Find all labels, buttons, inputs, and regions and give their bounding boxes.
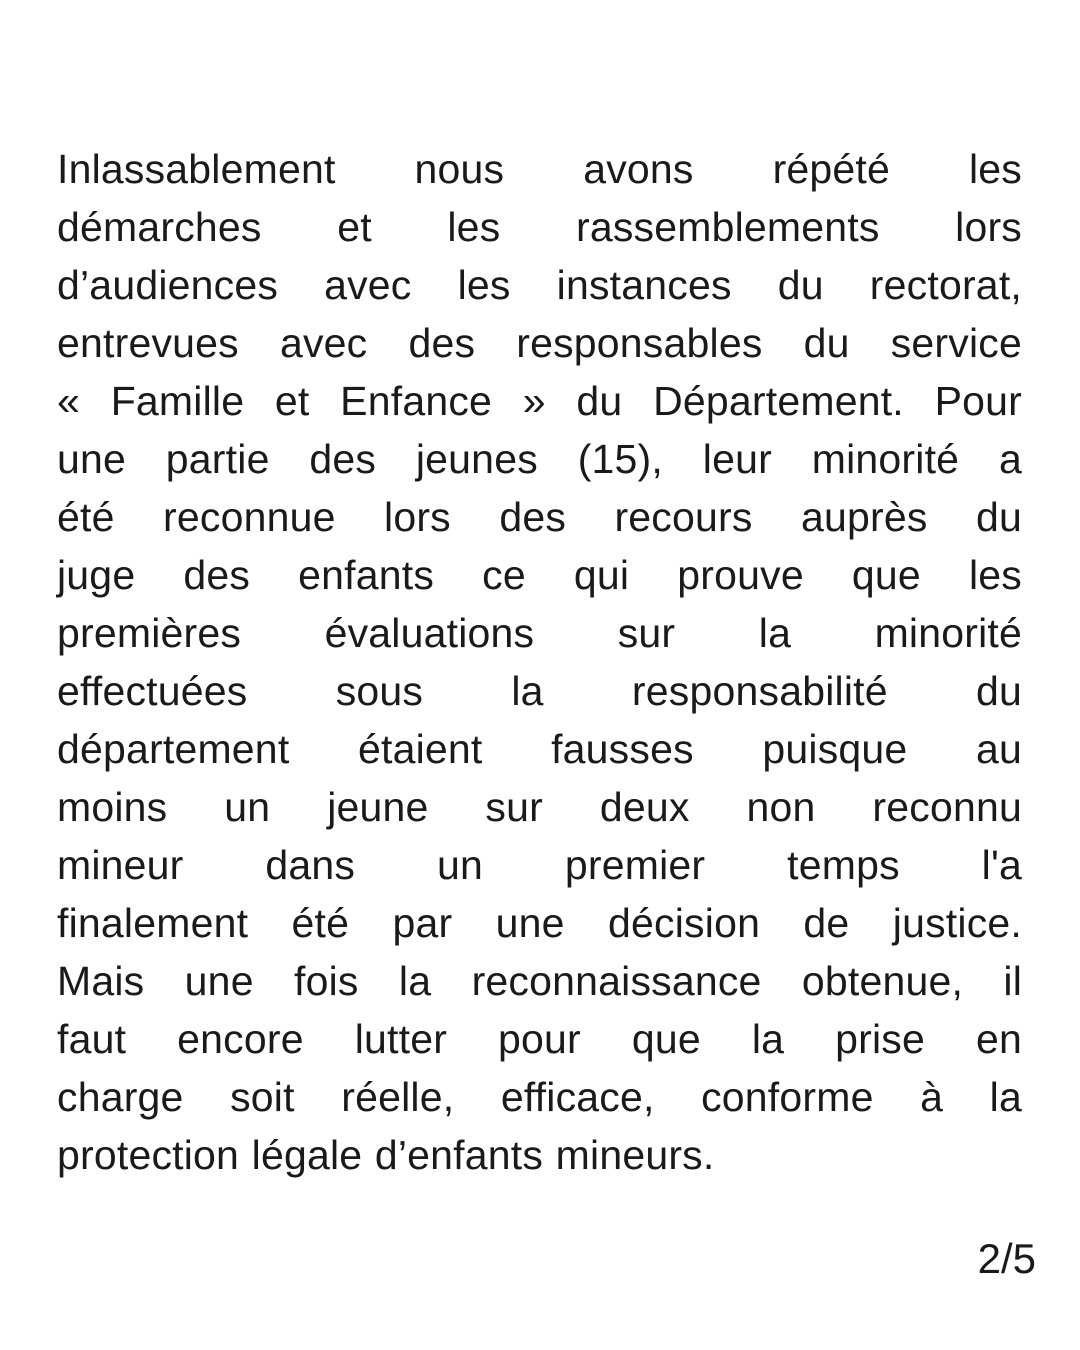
paragraph-line: protection légale d’enfants mineurs. <box>57 1132 715 1178</box>
paragraph-line: une partie des jeunes (15), leur minorité a <box>57 436 1022 482</box>
paragraph-line: département étaient fausses puisque au <box>57 726 1022 772</box>
paragraph-line: premières évaluations sur la minorité <box>57 610 1022 656</box>
paragraph-line: démarches et les rassemblements lors <box>57 204 1022 250</box>
body-paragraph <box>57 140 1022 1184</box>
paragraph-line: moins un jeune sur deux non reconnu <box>57 784 1022 830</box>
paragraph-line: juge des enfants ce qui prouve que les <box>57 552 1022 598</box>
paragraph-line: « Famille et Enfance » du Département. Pour <box>57 378 1022 424</box>
paragraph-line: faut encore lutter pour que la prise en <box>57 1016 1022 1062</box>
paragraph-line: mineur dans un premier temps l'a <box>57 842 1022 888</box>
paragraph-line: effectuées sous la responsabilité du <box>57 668 1022 714</box>
paragraph-line: entrevues avec des responsables du service <box>57 320 1022 366</box>
paragraph-line: Mais une fois la reconnaissance obtenue, il <box>57 958 1022 1004</box>
paragraph-line: été reconnue lors des recours auprès du <box>57 494 1022 540</box>
paragraph-line: d’audiences avec les instances du rectorat, <box>57 262 1022 308</box>
paragraph-line: finalement été par une décision de justice. <box>57 900 1022 946</box>
paragraph-line: charge soit réelle, efficace, conforme à la <box>57 1074 1022 1120</box>
page-number: 2/5 <box>977 1235 1036 1282</box>
paragraph-line: Inlassablement nous avons répété les <box>57 146 1022 192</box>
